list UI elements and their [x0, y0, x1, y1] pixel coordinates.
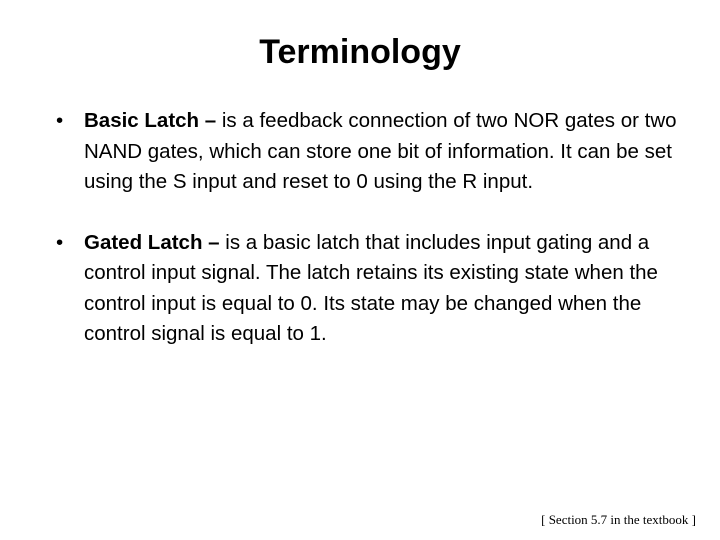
bullet-basic-latch: [56, 106, 692, 198]
slide-title: Terminology: [259, 33, 461, 71]
bullet-gated-latch: [56, 228, 692, 350]
bullet-marker: •: [56, 230, 64, 254]
definition-basic-latch: is a feedback connection of two NOR gates or two NAND gates, which can store one bit of information. It can be set using the S input and reset to 0 using the R input.: [84, 109, 677, 193]
definition-gated-latch: is a basic latch that includes input gating and a control input signal. The latch retains its existing state when the control input is equal to 0. Its state may be changed when the control signal is equal to 1.: [84, 230, 658, 345]
bullet-list: [56, 106, 692, 350]
term-basic-latch: Basic Latch –: [84, 109, 217, 132]
source-footnote: [ Section 5.7 in the textbook ]: [541, 512, 696, 527]
bullet-marker: •: [56, 109, 64, 132]
term-gated-latch: Gated Latch –: [84, 230, 220, 254]
